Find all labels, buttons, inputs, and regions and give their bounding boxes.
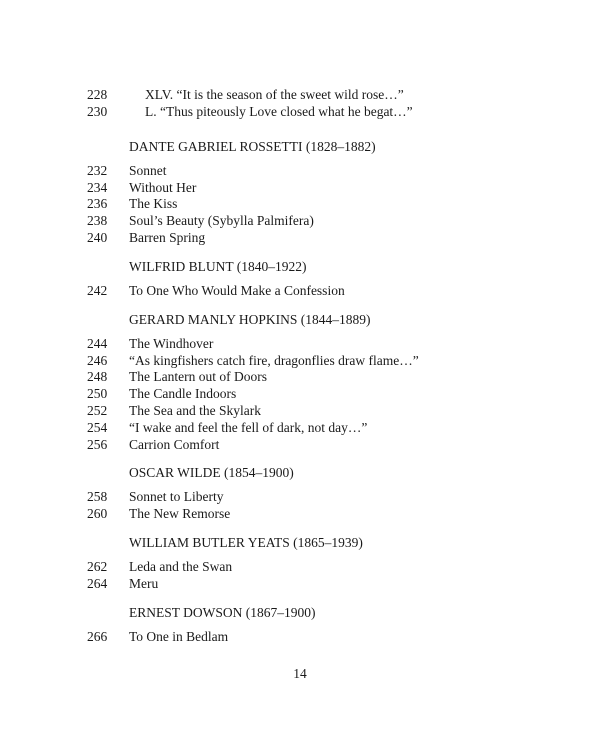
toc-entry	[0, 506, 600, 523]
toc-entry	[0, 283, 600, 300]
entry-page-number: 238	[87, 213, 108, 229]
entry-page-number: 234	[87, 179, 108, 195]
entry-title: “I wake and feel the fell of dark, not day…”	[129, 419, 368, 435]
entry-page-number: 236	[87, 196, 108, 212]
entry-title: “As kingfishers catch fire, dragonflies draw flame…”	[129, 352, 419, 368]
toc-entry	[0, 163, 600, 180]
toc-section-blunt	[0, 259, 600, 300]
entry-title: Without Her	[129, 179, 197, 195]
author-heading: OSCAR WILDE (1854–1900)	[129, 465, 294, 480]
entry-page-number: 262	[87, 558, 108, 574]
entry-page-number: 248	[87, 369, 108, 385]
entry-page-number: 264	[87, 575, 108, 591]
entry-page-number: 250	[87, 386, 108, 402]
author-heading: GERARD MANLY HOPKINS (1844–1889)	[129, 312, 371, 327]
toc-entry	[0, 369, 600, 386]
toc-entry	[0, 629, 600, 646]
toc-entry	[0, 353, 600, 370]
entry-title: The Lantern out of Doors	[129, 369, 267, 385]
entry-title: Barren Spring	[129, 229, 206, 245]
toc-entry	[0, 420, 600, 437]
entry-title: L. “Thus piteously Love closed what he begat…”	[145, 103, 413, 119]
entry-page-number: 244	[87, 335, 108, 351]
entry-page-number: 256	[87, 436, 108, 452]
toc-section-yeats	[0, 535, 600, 592]
entry-title: Sonnet	[129, 162, 167, 178]
entry-title: Sonnet to Liberty	[129, 488, 224, 504]
entry-page-number: 258	[87, 488, 108, 504]
entry-title: The Kiss	[129, 196, 178, 212]
entry-page-number: 254	[87, 419, 108, 435]
entry-title: Leda and the Swan	[129, 558, 233, 574]
entry-page-number: 246	[87, 352, 108, 368]
entry-page-number: 230	[87, 103, 108, 119]
entry-title: The New Remorse	[129, 505, 231, 521]
toc-entry	[0, 180, 600, 197]
toc-section-dowson	[0, 605, 600, 646]
toc-section-rossetti	[0, 139, 600, 247]
toc-entry	[0, 213, 600, 230]
author-heading: ERNEST DOWSON (1867–1900)	[129, 605, 316, 620]
toc-continuation	[0, 87, 600, 121]
entry-title: The Candle Indoors	[129, 386, 237, 402]
toc-entry	[0, 336, 600, 353]
entry-title: To One in Bedlam	[129, 628, 229, 644]
entry-page-number: 232	[87, 162, 108, 178]
entry-title: XLV. “It is the season of the sweet wild rose…”	[145, 87, 404, 102]
toc-entry	[0, 559, 600, 576]
toc-entry	[0, 196, 600, 213]
toc-entry	[0, 576, 600, 593]
toc-entry	[0, 386, 600, 403]
entry-title: The Windhover	[129, 335, 214, 351]
entry-title: To One Who Would Make a Confession	[129, 282, 345, 298]
entry-page-number: 252	[87, 402, 108, 418]
entry-title: Soul’s Beauty (Sybylla Palmifera)	[129, 213, 314, 229]
toc-section-wilde	[0, 465, 600, 522]
toc-entry	[0, 104, 600, 121]
entry-title: Carrion Comfort	[129, 436, 220, 452]
toc-entry	[0, 437, 600, 454]
toc-entry	[0, 87, 600, 104]
author-heading: WILFRID BLUNT (1840–1922)	[129, 259, 307, 274]
author-heading: WILLIAM BUTLER YEATS (1865–1939)	[129, 535, 363, 550]
entry-title: The Sea and the Skylark	[129, 402, 261, 418]
toc-entry	[0, 230, 600, 247]
entry-page-number: 242	[87, 282, 108, 298]
page-number: 14	[293, 666, 307, 681]
toc-entry	[0, 489, 600, 506]
entry-page-number: 266	[87, 628, 108, 644]
toc-entry	[0, 403, 600, 420]
toc-section-hopkins	[0, 312, 600, 453]
entry-title: Meru	[129, 575, 159, 591]
entry-page-number: 240	[87, 229, 108, 245]
entry-page-number: 228	[87, 87, 108, 102]
entry-page-number: 260	[87, 505, 108, 521]
author-heading: DANTE GABRIEL ROSSETTI (1828–1882)	[129, 139, 376, 154]
